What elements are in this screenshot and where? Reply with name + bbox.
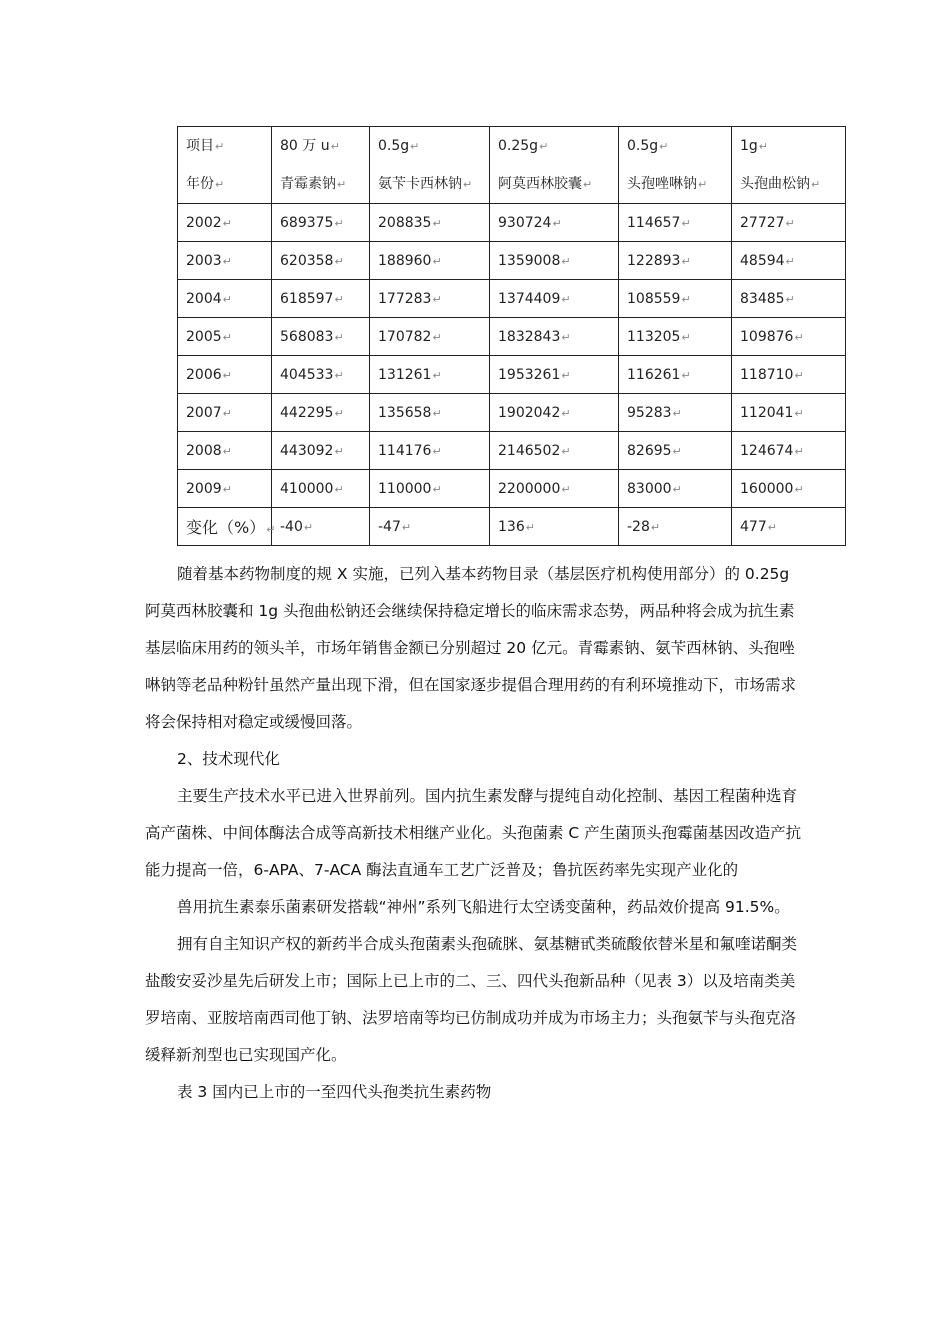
table-cell: 689375↵ <box>272 204 370 242</box>
header-cell: 80 万 u↵ 青霉素钠↵ <box>272 127 370 204</box>
table-row <box>178 242 846 280</box>
table-cell: 83485↵ <box>732 280 846 318</box>
table-cell: 170782↵ <box>370 318 490 356</box>
table-cell: 48594↵ <box>732 242 846 280</box>
table-caption: 表 3 国内已上市的一至四代头孢类抗生素药物 <box>177 1083 492 1101</box>
table-cell: 442295↵ <box>272 394 370 432</box>
table-change-row <box>178 508 846 546</box>
table-header-row <box>178 127 846 204</box>
table-cell: 109876↵ <box>732 318 846 356</box>
row-label-cell: 2003↵ <box>178 242 272 280</box>
paragraph-veterinary: 兽用抗生素泰乐菌素研发搭载“神州”系列飞船进行太空诱变菌种，药品效价提高 91.5%。 <box>177 898 790 916</box>
table-cell: 568083↵ <box>272 318 370 356</box>
table-cell: 83000↵ <box>619 470 732 508</box>
table-row <box>178 356 846 394</box>
table-cell: 930724↵ <box>490 204 619 242</box>
table-cell: 114176↵ <box>370 432 490 470</box>
table-cell: 1902042↵ <box>490 394 619 432</box>
row-label-cell: 2006↵ <box>178 356 272 394</box>
table-cell: 112041↵ <box>732 394 846 432</box>
table-cell: 110000↵ <box>370 470 490 508</box>
table-cell: 122893↵ <box>619 242 732 280</box>
row-label-cell: 2002↵ <box>178 204 272 242</box>
table-row <box>178 280 846 318</box>
table-cell: 95283↵ <box>619 394 732 432</box>
table-row <box>178 432 846 470</box>
table-cell: -47↵ <box>370 508 490 546</box>
antibiotic-sales-table <box>177 126 846 546</box>
table-cell: 136↵ <box>490 508 619 546</box>
table-cell: 1832843↵ <box>490 318 619 356</box>
section-heading: 2、技术现代化 <box>177 750 280 768</box>
table-cell: 82695↵ <box>619 432 732 470</box>
paragraph-technology: 主要生产技术水平已进入世界前列。国内抗生素发酵与提纯自动化控制、基因工程菌种选育高产菌株、中间体酶法合成等高新技术相继产业化。头孢菌素 C 产生菌顶头孢霉菌基因改造产抗能力提高一倍，6-APA、7-ACA 酶法直通车工艺广泛普及；鲁抗医药率先实现产业化的 <box>145 787 802 879</box>
table-cell: 27727↵ <box>732 204 846 242</box>
row-label-cell: 2007↵ <box>178 394 272 432</box>
table-cell: -40↵ <box>272 508 370 546</box>
table-cell: 135658↵ <box>370 394 490 432</box>
header-cell: 0.5g↵ 氨苄卡西林钠↵ <box>370 127 490 204</box>
table-cell: 404533↵ <box>272 356 370 394</box>
table-cell: 160000↵ <box>732 470 846 508</box>
table-cell: 108559↵ <box>619 280 732 318</box>
table-row <box>178 204 846 242</box>
table-cell: 118710↵ <box>732 356 846 394</box>
table-cell: 2146502↵ <box>490 432 619 470</box>
paragraph-basic-drugs: 随着基本药物制度的规 X 实施，已列入基本药物目录（基层医疗机构使用部分）的 0.25g 阿莫西林胶囊和 1g 头孢曲松钠还会继续保持稳定增长的临床需求态势，两品种将会成为抗生素基层临床用药的领头羊，市场年销售金额已分别超过 20 亿元。青霉素钠、氨苄西林钠、头孢唑啉钠等老品种粉针虽然产量出现下滑，但在国家逐步提倡合理用药的有利环境推动下，市场需求将会保持相对稳定或缓慢回落。 <box>145 565 797 731</box>
table-cell: 131261↵ <box>370 356 490 394</box>
header-cell: 1g↵ 头孢曲松钠↵ <box>732 127 846 204</box>
table-cell: 477↵ <box>732 508 846 546</box>
row-label-cell: 2005↵ <box>178 318 272 356</box>
row-label-cell: 2009↵ <box>178 470 272 508</box>
table-cell: 410000↵ <box>272 470 370 508</box>
table-cell: 1953261↵ <box>490 356 619 394</box>
paragraph-new-drugs: 拥有自主知识产权的新药半合成头孢菌素头孢硫脒、氨基糖甙类硫酸依替米星和氟喹诺酮类盐酸安妥沙星先后研发上市；国际上已上市的二、三、四代头孢新品种（见表 3）以及培南类美罗培南、亚胺培南西司他丁钠、法罗培南等均已仿制成功并成为市场主力；头孢氨苄与头孢克洛缓释新剂型也已实现国产化。 <box>145 935 798 1064</box>
row-label-cell: 2008↵ <box>178 432 272 470</box>
table-cell: 208835↵ <box>370 204 490 242</box>
header-cell: 0.5g↵ 头孢唑啉钠↵ <box>619 127 732 204</box>
header-cell: 0.25g↵ 阿莫西林胶囊↵ <box>490 127 619 204</box>
table-cell: 1374409↵ <box>490 280 619 318</box>
table-cell: 177283↵ <box>370 280 490 318</box>
body-text <box>145 556 805 1111</box>
header-cell: 项目↵ 年份↵ <box>178 127 272 204</box>
table-cell: 1359008↵ <box>490 242 619 280</box>
table-cell: -28↵ <box>619 508 732 546</box>
table-row <box>178 470 846 508</box>
table-cell: 114657↵ <box>619 204 732 242</box>
table-cell: 124674↵ <box>732 432 846 470</box>
table-cell: 116261↵ <box>619 356 732 394</box>
table-row <box>178 394 846 432</box>
table-cell: 618597↵ <box>272 280 370 318</box>
table-cell: 443092↵ <box>272 432 370 470</box>
row-label-cell: 变化（%）↵ <box>178 508 272 546</box>
table-cell: 188960↵ <box>370 242 490 280</box>
table-cell: 113205↵ <box>619 318 732 356</box>
table-cell: 2200000↵ <box>490 470 619 508</box>
row-label-cell: 2004↵ <box>178 280 272 318</box>
table-cell: 620358↵ <box>272 242 370 280</box>
table-row <box>178 318 846 356</box>
